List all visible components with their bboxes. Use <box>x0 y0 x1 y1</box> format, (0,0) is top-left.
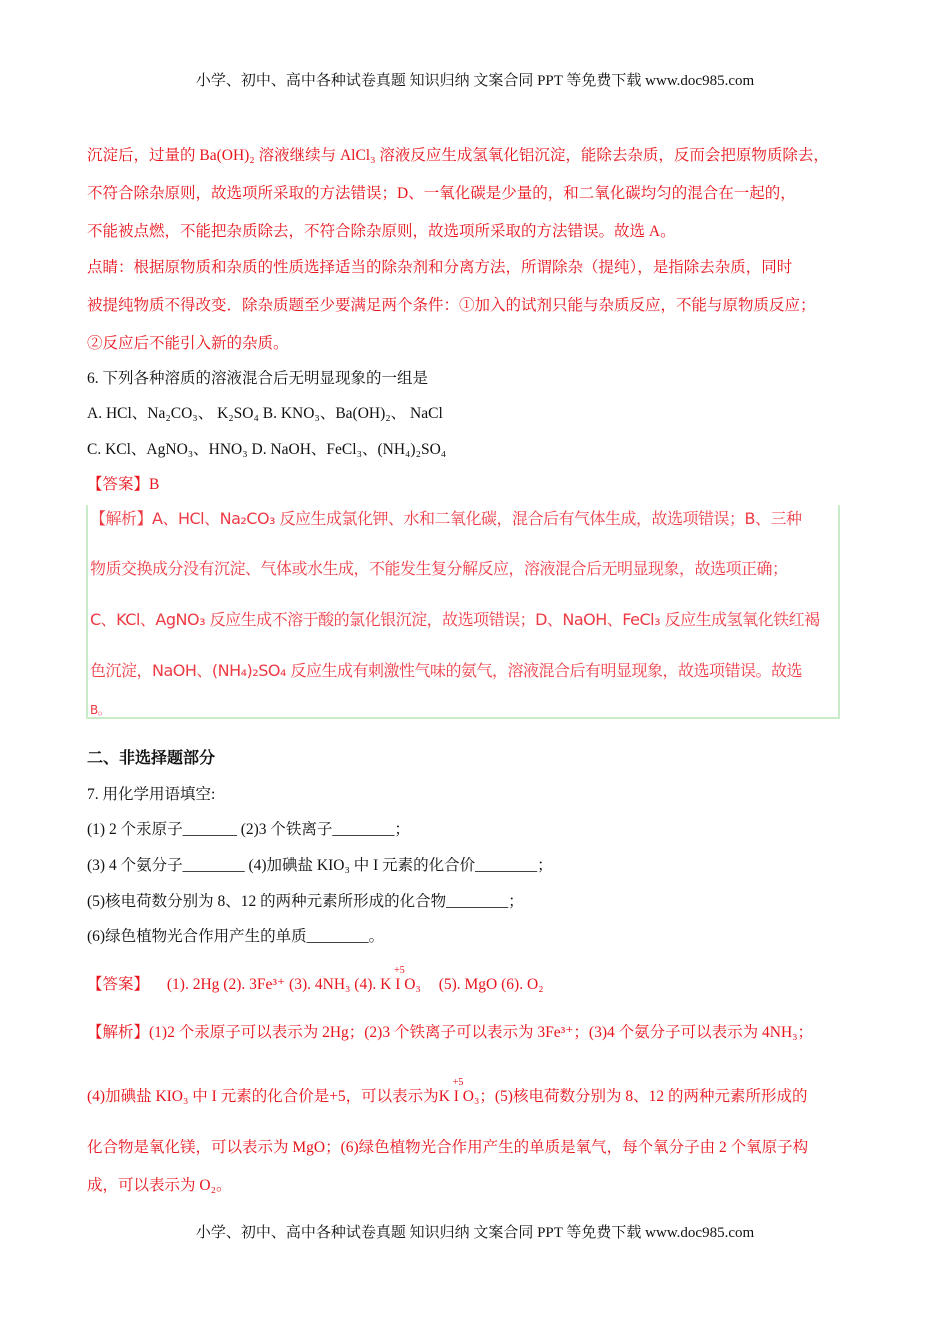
kio3-formula: K I O₃ <box>438 1088 480 1105</box>
prev-analysis-line: ②反应后不能引入新的杂质。 <box>87 335 289 352</box>
kio3-valence-formula <box>380 965 421 995</box>
q7-line: (5)核电荷数分别为 8、12 的两种元素所形成的化合物________； <box>87 893 524 910</box>
prev-analysis-line: 沉淀后，过量的 Ba(OH)₂ 溶液继续与 AlCl₃ 溶液反应生成氢氧化铝沉淀，能除去杂质，反而会把原物质除去， <box>87 147 829 164</box>
q6-options-ab: A. HCl、Na₂CO₃、 K₂SO₄ B. KNO₃、Ba(OH)₂、 NaCl <box>87 405 443 422</box>
valence-mark: +5 <box>452 1077 464 1088</box>
q7-answer <box>87 965 544 995</box>
analysis-text: (4)加碘盐 KIO₃ 中 I 元素的化合价是+5，可以表示为 <box>87 1088 439 1105</box>
prev-analysis-line: 被提纯物质不得改变．除杂质题至少要满足两个条件：①加入的试剂只能与杂质反应，不能与原物质反应； <box>87 297 816 314</box>
q7-analysis-line: 化合物是氧化镁，可以表示为 MgO；(6)绿色植物光合作用产生的单质是氧气，每个氧分子由 2 个氧原子构 <box>87 1139 809 1156</box>
q7-line: (1) 2 个汞原子_______ (2)3 个铁离子________； <box>87 821 410 838</box>
prev-analysis-line: 不能被点燃，不能把杂质除去，不符合除杂原则，故选项所采取的方法错误。故选 A。 <box>87 223 676 240</box>
q7-analysis-line: 成，可以表示为 O₂。 <box>87 1177 232 1194</box>
answers-part-b: (5). MgO (6). O₂ <box>438 976 544 993</box>
analysis-text: ；(5)核电荷数分别为 8、12 的两种元素所形成的 <box>479 1088 808 1105</box>
answer-label: 【答案】 <box>87 976 150 993</box>
page-footer: 小学、初中、高中各种试卷真题 知识归纳 文案合同 PPT 等免费下载 www.doc985.com <box>195 1225 755 1241</box>
q6-analysis-line: 【解析】A、HCl、Na₂CO₃ 反应生成氯化钾、水和二氧化碳，混合后有气体生成，故选项错误；B、三种 <box>90 509 802 528</box>
q6-analysis-line: C、KCl、AgNO₃ 反应生成不溶于酸的氯化银沉淀，故选项错误；D、NaOH、FeCl₃ 反应生成氢氧化铁红褐 <box>90 610 820 629</box>
q6-analysis-line: 色沉淀，NaOH、(NH₄)₂SO₄ 反应生成有刺激性气味的氨气，溶液混合后有明显现象，故选项错误。故选 <box>90 661 802 680</box>
q7-analysis-line: 【解析】(1)2 个汞原子可以表示为 2Hg；(2)3 个铁离子可以表示为 3Fe³⁺；(3)4 个氨分子可以表示为 4NH₃； <box>87 1024 814 1041</box>
q6-stem: 6. 下列各种溶质的溶液混合后无明显现象的一组是 <box>87 370 429 387</box>
q7-line: (3) 4 个氨分子________ (4)加碘盐 KIO₃ 中 I 元素的化合价________； <box>87 857 553 874</box>
q6-analysis-box <box>86 505 840 719</box>
page-header: 小学、初中、高中各种试卷真题 知识归纳 文案合同 PPT 等免费下载 www.doc985.com <box>195 73 755 89</box>
q6-options-cd: C. KCl、AgNO₃、HNO₃ D. NaOH、FeCl₃、(NH₄)₂SO₄ <box>87 441 447 458</box>
q7-stem: 7. 用化学用语填空: <box>87 786 216 803</box>
kio3-formula: K I O₃ <box>380 976 421 993</box>
q6-answer: 【答案】B <box>87 476 160 493</box>
q7-line: (6)绿色植物光合作用产生的单质________。 <box>87 928 385 945</box>
kio3-valence-formula <box>438 1077 480 1107</box>
q6-analysis-line: 物质交换成分没有沉淀、气体或水生成，不能发生复分解反应，溶液混合后无明显现象，故选项正确； <box>90 559 788 578</box>
q6-analysis-line: B。 <box>90 703 110 717</box>
answers-part-a: (1). 2Hg (2). 3Fe³⁺ (3). 4NH₃ (4). <box>166 976 377 993</box>
q7-analysis-line <box>87 1077 808 1107</box>
section-title: 二、非选择题部分 <box>87 748 216 767</box>
valence-mark: +5 <box>394 965 405 976</box>
prev-analysis-line: 不符合除杂原则，故选项所采取的方法错误；D、一氧化碳是少量的，和二氧化碳均匀的混合在一起的， <box>87 185 796 202</box>
prev-analysis-line: 点睛：根据原物质和杂质的性质选择适当的除杂剂和分离方法，所谓除杂（提纯），是指除去杂质，同时 <box>87 259 793 276</box>
